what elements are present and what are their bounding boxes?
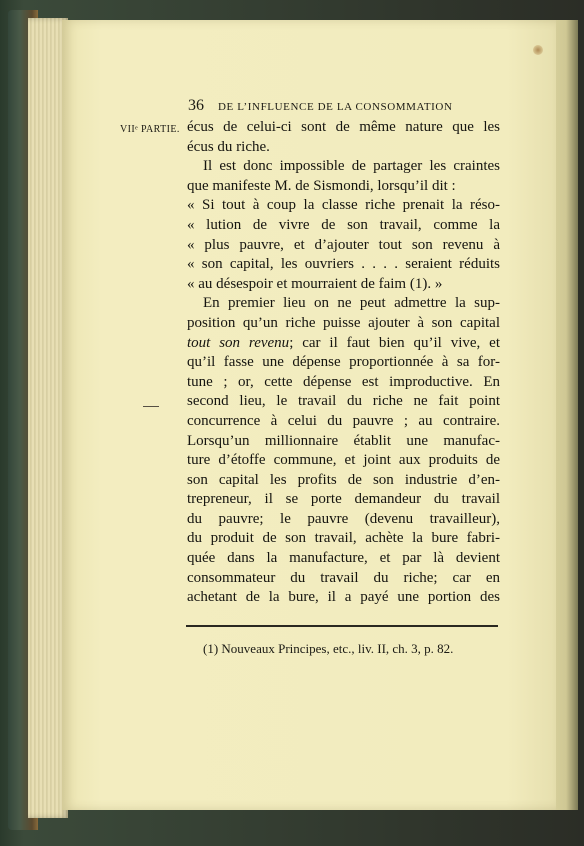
text-line: du produit de son travail, achète la bure fabri- [187,530,500,547]
quote-line: « au désespoir et mourraient de faim (1). » [187,275,443,292]
quote-line: « Si tout à coup la classe riche prenait la réso- [187,197,500,214]
quote-line: « lution de vivre de son travail, comme la [187,216,500,233]
body-text [187,118,500,608]
quote-line: « son capital, les ouvriers . . . . seraient réduits [187,256,500,273]
text-line-with-italic [187,334,500,354]
text-fragment: ; car il faut bien qu’il vive, et [289,334,500,351]
text-line: consommateur du travail du riche; car en [187,569,500,586]
text-line: du pauvre; le pauvre (devenu travailleur), [187,510,500,527]
italic-phrase: tout son revenu [187,334,290,351]
text-line: son capital les profits de son industrie d’en- [187,471,500,488]
text-line: achetant de la bure, il a payé une portion des [187,589,500,606]
text-line: ture d’étoffe commune, et joint aux produits de [187,452,500,469]
text-line: écus du riche. [187,138,270,155]
margin-note: VIIᵉ PARTIE. [120,124,180,135]
footnote-rule [186,625,498,627]
running-header [188,97,498,115]
text-line: Lorsqu’un millionnaire établit une manufac- [187,432,500,449]
text-line: Il est donc impossible de partager les craintes [203,158,500,175]
margin-mark [143,406,159,407]
text-line: écus de celui-ci sont de même nature que les [187,119,500,135]
page-number: 36 [188,97,204,114]
text-line: qu’il fasse une dépense proportionnée à sa for- [187,354,500,371]
text-line: position qu’un riche puisse ajouter à son capital [187,314,500,331]
running-head-title: DE L’INFLUENCE DE LA CONSOMMATION [218,101,453,113]
text-line: concurrence à celui du pauvre ; au contraire. [187,412,500,429]
footnote: (1) Nouveaux Principes, etc., liv. II, ch. 3, p. 82. [203,641,454,656]
text-line: quée dans la manufacture, et par là devient [187,550,500,567]
text-line: que manifeste M. de Sismondi, lorsqu’il dit : [187,177,456,194]
text-line: En premier lieu on ne peut admettre la sup- [203,295,500,312]
paper-stain [533,45,543,55]
quote-line: « plus pauvre, et d’ajouter tout son revenu à [187,236,500,253]
text-line: second lieu, le travail du riche ne fait point [187,393,500,410]
text-line: tune ; or, cette dépense est improductive. En [187,373,500,390]
text-line: trepreneur, il se porte demandeur du travail [187,491,500,508]
